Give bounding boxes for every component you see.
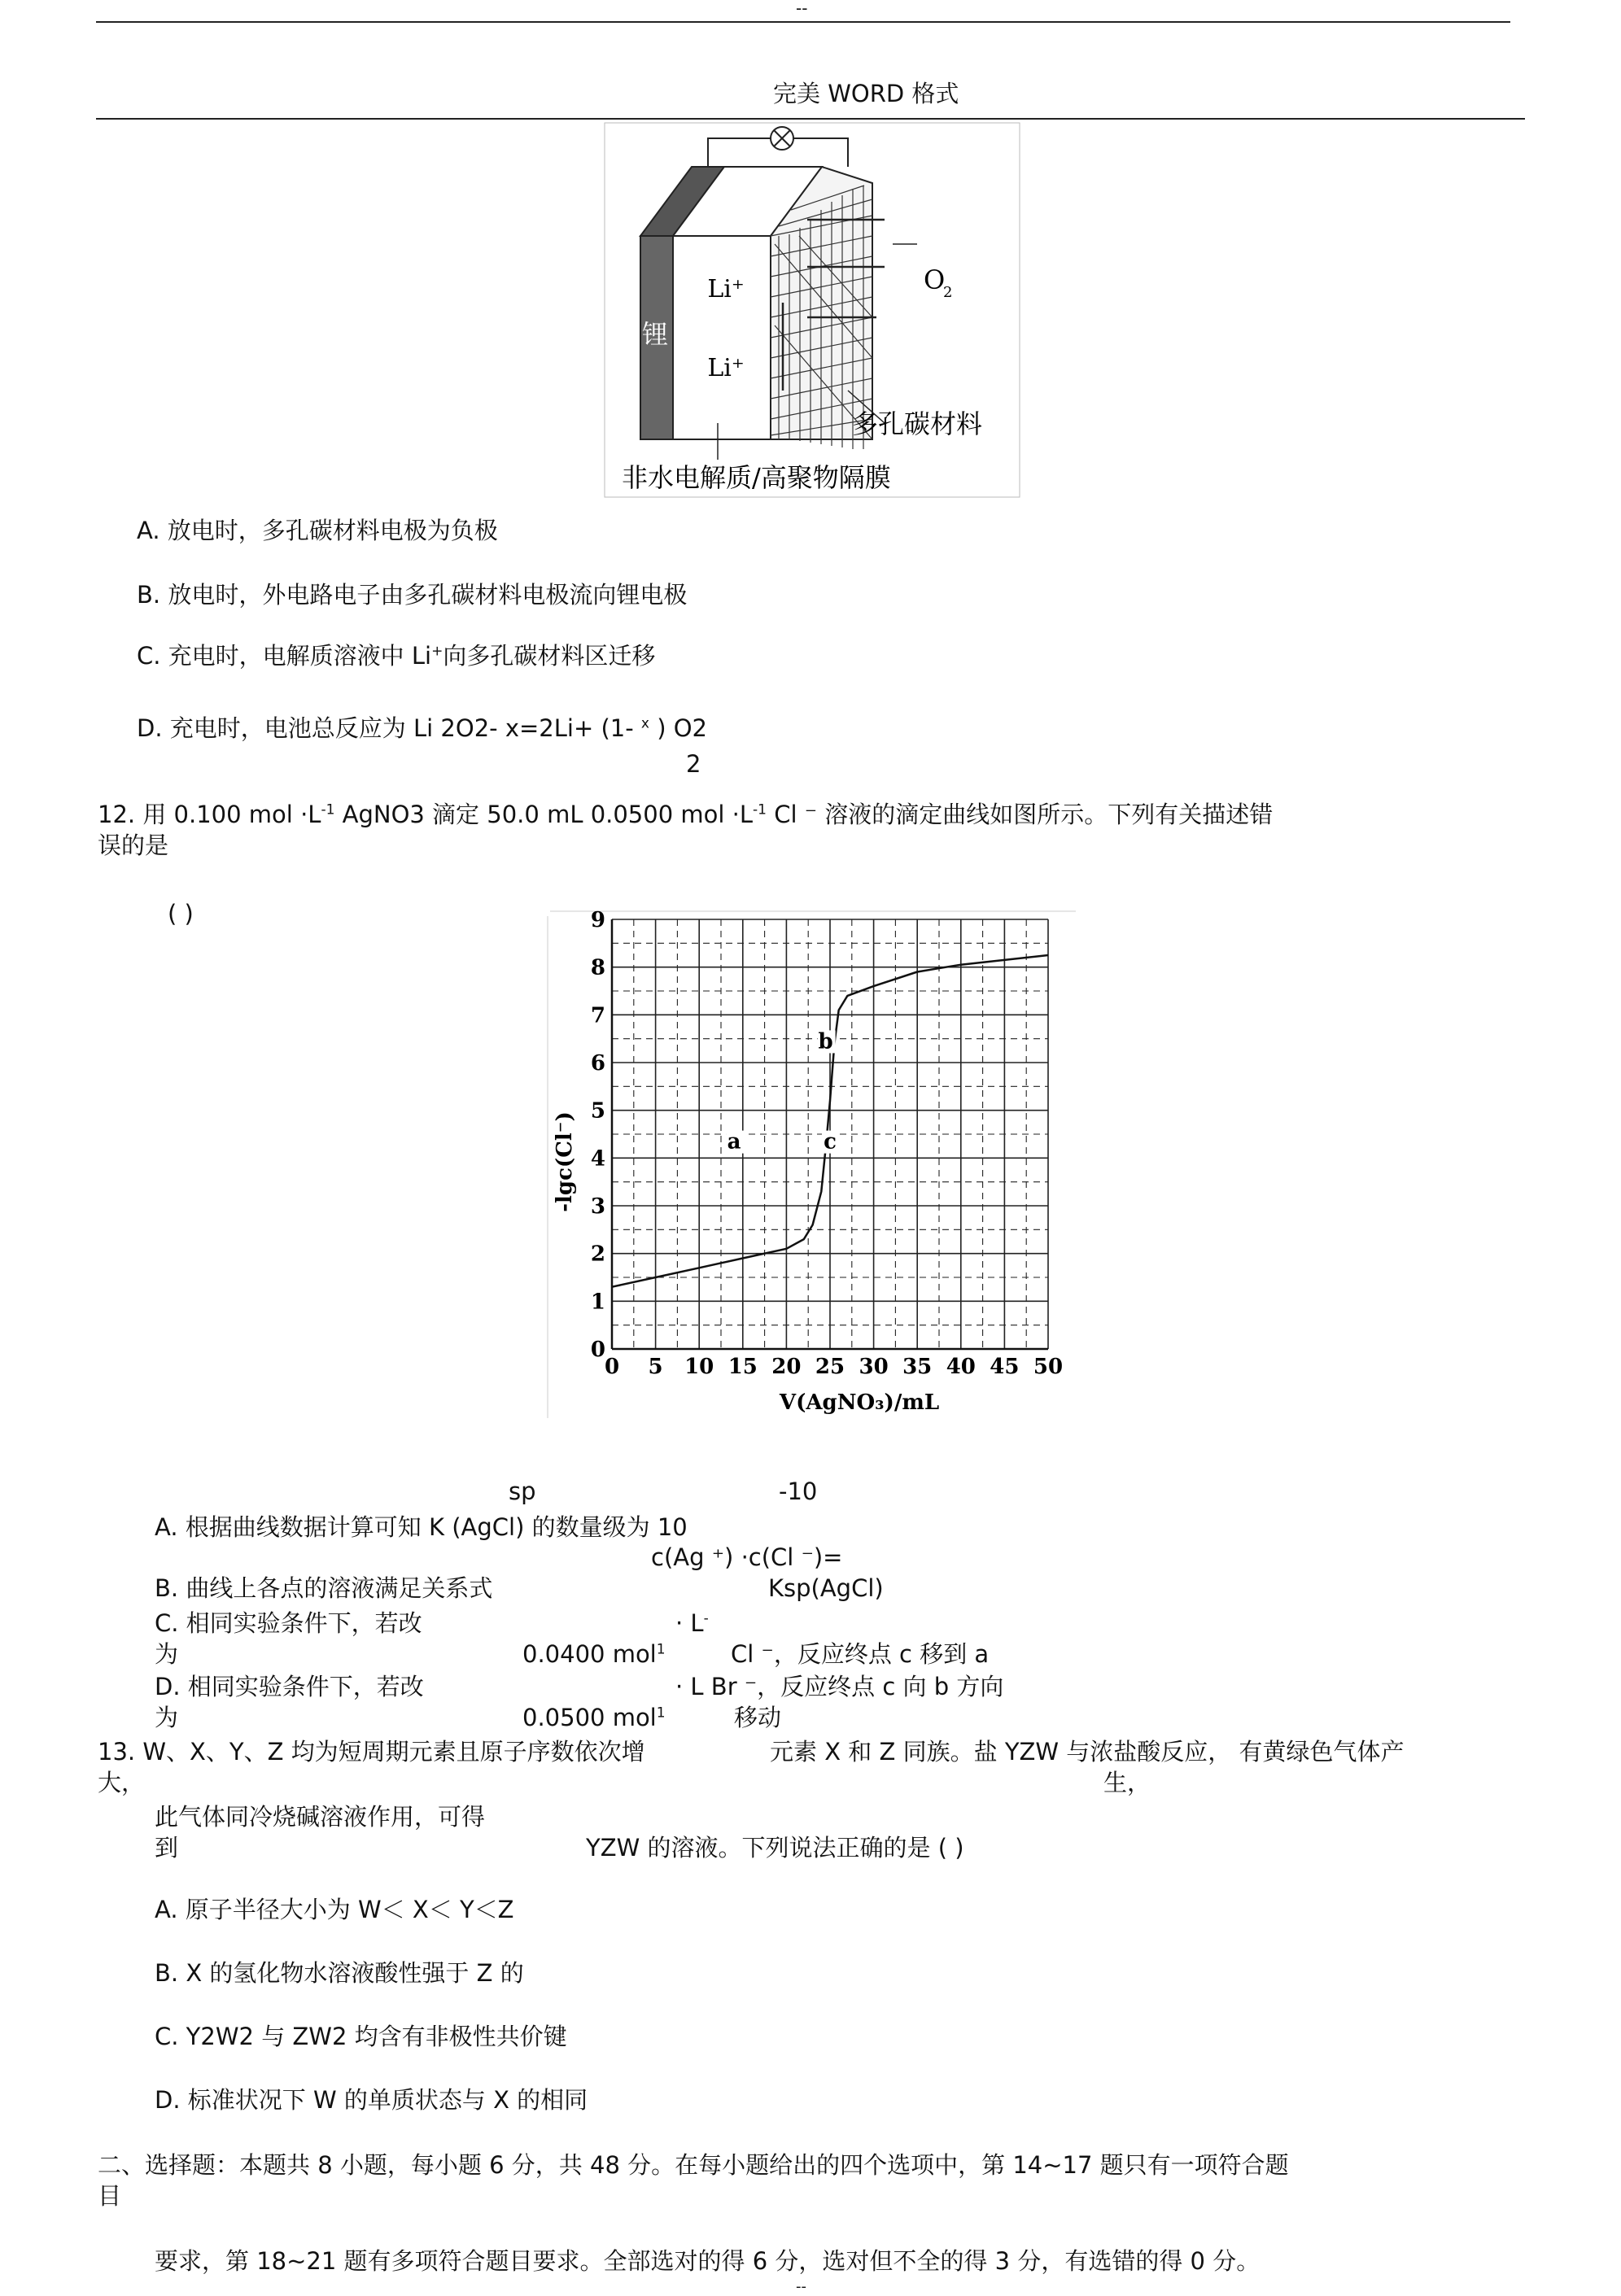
q12-option-b-equation-2: Ksp(AgCl) — [768, 1574, 884, 1603]
page-header-title: 完美 WORD 格式 — [773, 80, 959, 108]
section2-line-2: 要求，第 18~21 题有多项符合题目要求。全部选对的得 6 分，选对但不全的得 3 分，有选错的得 0 分。 — [155, 2247, 1260, 2276]
chart-x-axis-label: V(AgNO₃)/mL — [779, 1390, 939, 1415]
q11-option-d-post: ) O2 — [649, 714, 707, 742]
header-rule — [96, 118, 1525, 120]
y-tick-label: 7 — [591, 1003, 605, 1028]
top-rule — [96, 21, 1510, 23]
section2-line-1b: 目 — [98, 2182, 121, 2211]
q11-option-a: A. 放电时，多孔碳材料电极为负极 — [137, 517, 498, 545]
li-ion-label-2: Li⁺ — [707, 354, 744, 382]
q11-option-c — [137, 642, 655, 670]
x-tick-label: 35 — [902, 1355, 932, 1379]
q12-option-c-unit-text: · L — [675, 1609, 704, 1637]
porous-carbon-label: 多孔碳材料 — [852, 408, 982, 439]
q11-option-d-pre: D. 充电时，电池总反应为 Li 2O2- x=2Li+ (1- — [137, 714, 641, 742]
o2-label: O — [924, 264, 945, 295]
q13-option-d: D. 标准状况下 W 的单质状态与 X 的相同 — [155, 2086, 588, 2115]
q13-option-a: A. 原子半径大小为 W＜ X＜ Y＜Z — [155, 1896, 514, 1924]
y-tick-label: 1 — [591, 1290, 605, 1314]
q12-stem-line-1 — [98, 801, 1273, 829]
bottom-mark: -- — [796, 2278, 806, 2296]
q12-option-d: D. 相同实验条件下，若改 — [155, 1673, 424, 1701]
q12-stem-part-b: AgNO3 滴定 50.0 mL 0.0500 mol ·L — [334, 801, 753, 828]
q12-option-a-sp-subscript: sp — [509, 1478, 536, 1506]
q12-option-c-conc-sup: 1 — [657, 1641, 666, 1657]
y-tick-label: 8 — [591, 956, 605, 980]
y-tick-label: 5 — [591, 1099, 605, 1124]
q13-stem-a2: 大， — [98, 1769, 145, 1797]
y-tick-label: 4 — [591, 1146, 605, 1171]
battery-diagram — [604, 122, 1020, 498]
li-ion-label-1: Li⁺ — [707, 275, 744, 303]
y-tick-label: 6 — [591, 1051, 605, 1076]
x-tick-label: 10 — [684, 1355, 714, 1379]
q13-stem-c: 此气体同冷烧碱溶液作用，可得 — [155, 1803, 485, 1831]
q11-option-d — [137, 714, 707, 743]
lithium-label: 锂 — [642, 319, 668, 350]
chart-y-axis-label: -lgc(Cl⁻) — [553, 1111, 577, 1212]
q12-option-d-concentration — [522, 1704, 666, 1732]
q13-stem-b2: 生， — [1103, 1769, 1151, 1797]
point-label-b: b — [819, 1029, 833, 1054]
q12-option-c-concentration — [522, 1640, 666, 1669]
y-tick-label: 0 — [591, 1338, 605, 1362]
x-tick-label: 45 — [990, 1355, 1019, 1379]
y-tick-label: 2 — [591, 1242, 605, 1267]
q12-option-d-tail: · L Br ⁻，反应终点 c 向 b 方向 — [675, 1673, 1003, 1701]
q13-stem-c2: 到 — [155, 1834, 178, 1862]
q12-option-a-exponent: -10 — [779, 1478, 817, 1506]
x-tick-label: 20 — [771, 1355, 801, 1379]
q13-option-c: C. Y2W2 与 ZW2 均含有非极性共价键 — [155, 2023, 567, 2051]
bulb-icon — [771, 127, 793, 150]
q12-option-d-conc-text: 0.0500 mol — [522, 1704, 657, 1731]
q12-stem-part-a: 12. 用 0.100 mol ·L — [98, 801, 321, 828]
q12-option-c-unit-sup: - — [704, 1610, 709, 1626]
q12-stem-sup-2: -1 — [753, 801, 767, 818]
q12-stem-sup-1: -1 — [321, 801, 334, 818]
x-tick-label: 30 — [859, 1355, 889, 1379]
x-tick-label: 25 — [815, 1355, 845, 1379]
q11-option-d-sup: x — [641, 715, 649, 731]
y-tick-label: 3 — [591, 1194, 605, 1219]
q12-option-d-tail-2: 移动 — [734, 1704, 781, 1732]
x-tick-label: 15 — [728, 1355, 758, 1379]
x-tick-label: 40 — [946, 1355, 976, 1379]
point-label-c: c — [824, 1130, 837, 1155]
q12-option-b: B. 曲线上各点的溶液满足关系式 — [155, 1574, 492, 1603]
titration-chart — [547, 910, 1077, 1422]
y-tick-label: 9 — [591, 910, 605, 932]
x-tick-label: 0 — [605, 1355, 619, 1379]
q11-option-c-post: 向多孔碳材料区迁移 — [443, 642, 655, 670]
q13-stem-b: 元素 X 和 Z 同族。盐 YZW 与浓盐酸反应， 有黄绿色气体产 — [770, 1738, 1405, 1766]
q13-stem-a: 13. W、X、Y、Z 均为短周期元素且原子序数依次增 — [98, 1738, 645, 1766]
x-tick-label: 50 — [1033, 1355, 1063, 1379]
q12-option-a: A. 根据曲线数据计算可知 K (AgCl) 的数量级为 10 — [155, 1513, 688, 1542]
q13-stem-d: YZW 的溶液。下列说法正确的是 ( ) — [586, 1834, 964, 1862]
electrolyte-label: 非水电解质/高聚物隔膜 — [622, 462, 891, 493]
q12-option-c-unit — [675, 1609, 709, 1638]
q12-answer-blank: ( ) — [168, 900, 194, 928]
q11-option-d-fraction-denominator: 2 — [686, 750, 701, 779]
q12-stem-line-2: 误的是 — [98, 832, 168, 860]
q12-option-c-wei: 为 — [155, 1640, 178, 1669]
top-mark: -- — [796, 0, 807, 18]
q12-option-c-conc-text: 0.0400 mol — [522, 1640, 657, 1668]
q11-option-c-sup: + — [431, 643, 443, 659]
q12-option-d-wei: 为 — [155, 1704, 178, 1732]
point-label-a: a — [727, 1130, 741, 1155]
q12-option-c-tail: Cl ⁻，反应终点 c 移到 a — [731, 1640, 989, 1669]
q12-option-d-conc-sup: 1 — [657, 1705, 666, 1721]
q12-option-b-equation-1: c(Ag ⁺) ·c(Cl ⁻)= — [651, 1543, 842, 1572]
o2-subscript: 2 — [943, 284, 952, 301]
q11-option-b: B. 放电时，外电路电子由多孔碳材料电极流向锂电极 — [137, 581, 687, 609]
q13-option-b: B. X 的氢化物水溶液酸性强于 Z 的 — [155, 1959, 524, 1988]
q12-stem-part-c: Cl ⁻ 溶液的滴定曲线如图所示。下列有关描述错 — [767, 801, 1273, 828]
section2-line-1: 二、选择题：本题共 8 小题，每小题 6 分，共 48 分。在每小题给出的四个选项中，第 14~17 题只有一项符合题 — [98, 2151, 1289, 2180]
q12-option-c: C. 相同实验条件下，若改 — [155, 1609, 422, 1638]
q11-option-c-pre: C. 充电时，电解质溶液中 Li — [137, 642, 431, 670]
x-tick-label: 5 — [649, 1355, 663, 1379]
